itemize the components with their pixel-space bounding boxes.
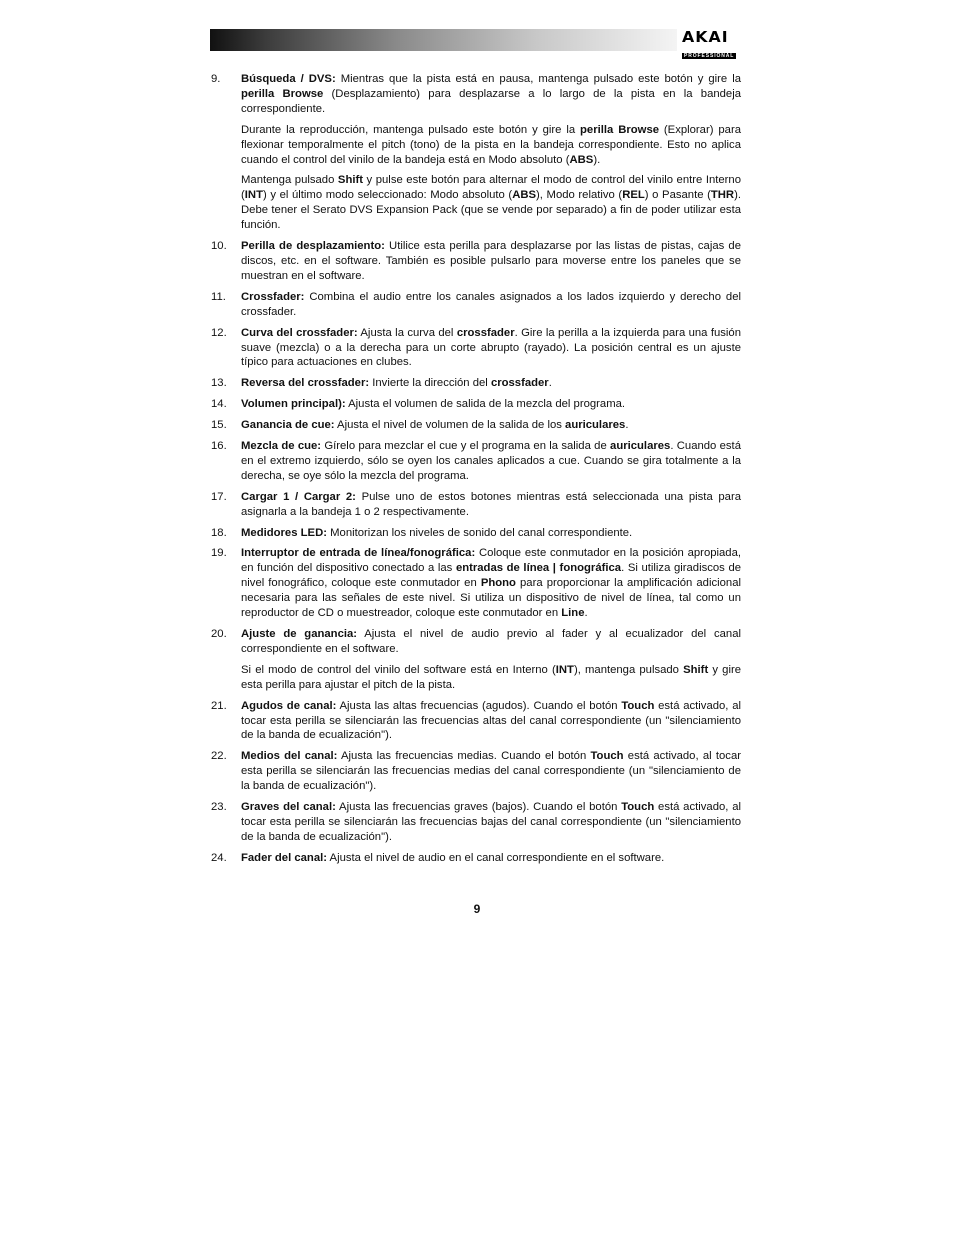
list-item-body	[241, 627, 741, 693]
bold-term: crossfader	[490, 377, 549, 390]
bold-term: Line	[561, 607, 585, 620]
paragraph	[241, 526, 741, 541]
paragraph	[241, 699, 741, 744]
text-run: para proporcionar la amplificación adicional necesaria para las señales de este nivel. Si utiliza un dispositivo de nivel de línea, tal como un reproductor de CD o muestreador, coloque este conmutador en	[241, 577, 741, 620]
bold-term: crossfader	[456, 326, 515, 339]
bold-term: perilla Browse	[580, 123, 660, 136]
list-item-body	[241, 800, 741, 845]
bold-term: Medidores LED:	[241, 526, 327, 539]
text-run: . Si utiliza giradiscos de nivel fonográfico, coloque este conmutador en	[241, 562, 742, 590]
paragraph	[241, 439, 741, 484]
text-run: Mientras que la pista está en pausa, mantenga pulsado este botón y gire la	[335, 73, 742, 85]
text-run: Mantenga pulsado	[241, 174, 338, 187]
list-item-number: 18.	[211, 526, 227, 539]
bold-term: Mezcla de cue:	[241, 440, 322, 453]
bold-term: THR	[710, 189, 735, 202]
bold-term: Shift	[683, 663, 709, 676]
text-run: Gírelo para mezclar el cue y el programa en la salida de	[321, 440, 611, 453]
bold-term: Graves del canal:	[241, 801, 336, 814]
text-run: Ajusta el nivel de audio previo al fader y al ecualizador del canal correspondiente en el software.	[241, 628, 741, 655]
text-run: Ajusta el nivel de audio en el canal correspondiente en el software.	[327, 851, 665, 864]
bold-term: Touch	[590, 750, 624, 763]
text-run: Monitorizan los niveles de sonido del canal correspondiente.	[327, 526, 633, 539]
text-run: Durante la reproducción, mantenga pulsado este botón y gire la	[241, 123, 581, 136]
text-run: Combina el audio entre los canales asignados a los lados izquierdo y derecho del crossfader.	[241, 290, 741, 318]
list-item	[211, 326, 741, 371]
text-run: Ajusta el volumen de salida de la mezcla del programa.	[345, 398, 626, 411]
text-run: Ajusta la curva del	[357, 326, 457, 339]
text-run: ), mantenga pulsado	[573, 663, 684, 676]
bold-term: Interruptor de entrada de línea/fonográfica:	[241, 547, 476, 560]
bold-term: Volumen principal):	[241, 398, 346, 411]
bold-term: Agudos de canal:	[241, 699, 337, 712]
bold-term: Ganancia de cue:	[241, 419, 335, 432]
list-item-body	[241, 699, 741, 744]
list-item-body	[241, 326, 741, 371]
logo-subtitle: PROFESSIONAL	[684, 53, 735, 59]
text-run: ), Modo relativo (	[536, 189, 623, 202]
paragraph	[241, 173, 741, 233]
list-item-body	[241, 376, 741, 391]
list-item-body	[241, 526, 741, 541]
paragraph	[241, 72, 741, 117]
bold-term: Ajuste de ganancia:	[241, 628, 358, 640]
list-item	[211, 376, 741, 391]
bold-term: auriculares	[565, 419, 626, 432]
text-run: Coloque este conmutador en la posición apropiada, en función del dispositivo conectado a las	[241, 547, 742, 575]
list-item	[211, 749, 741, 794]
bold-term: Touch	[621, 801, 655, 814]
paragraph	[241, 290, 741, 320]
text-run: está activado, al tocar esta perilla se silenciarán las frecuencias medias del canal correspondiente (un "silenciamiento de la banda de ecualización").	[241, 750, 741, 793]
list-item-body	[241, 749, 741, 794]
bold-term: entradas de línea | fonográfica	[455, 562, 622, 575]
list-item	[211, 290, 741, 320]
bold-term: Búsqueda / DVS:	[241, 73, 336, 85]
paragraph	[241, 546, 741, 621]
text-run: ) o Pasante (	[644, 189, 711, 202]
list-item-body	[241, 290, 741, 320]
bold-term: Phono	[480, 577, 516, 590]
paragraph	[241, 376, 741, 391]
paragraph	[241, 123, 741, 168]
text-run: y pulse este botón para alternar el modo de control del vinilo entre Interno (	[241, 174, 741, 202]
list-item-number: 9.	[211, 73, 221, 85]
bold-term: INT	[244, 189, 263, 202]
list-item	[211, 699, 741, 744]
bold-term: Shift	[337, 174, 364, 187]
list-item-number: 23.	[211, 801, 227, 814]
list-item-body	[241, 397, 741, 412]
list-item-number: 12.	[211, 326, 227, 339]
list-item-number: 14.	[211, 398, 227, 411]
list-item-number: 22.	[211, 750, 227, 763]
list-item-body	[241, 490, 741, 520]
header-gradient-bar	[210, 29, 677, 51]
list-item	[211, 490, 741, 520]
bold-term: REL	[622, 189, 645, 202]
text-run: (Explorar) para flexionar temporalmente el pitch (tono) de la pista en la bandeja correspondiente. Esto no aplica cuando el control del vinilo de la bandeja está en Modo absoluto (	[241, 123, 741, 166]
list-item-body	[241, 239, 741, 284]
paragraph	[241, 397, 741, 412]
akai-professional-logo	[682, 28, 742, 59]
paragraph	[241, 749, 741, 794]
list-item-body	[241, 546, 741, 621]
list-item-number: 15.	[211, 419, 227, 432]
paragraph	[241, 627, 741, 657]
list-item	[211, 239, 741, 284]
text-run: Ajusta las frecuencias graves (bajos). Cuando el botón	[335, 801, 622, 814]
text-run: Pulse uno de estos botones mientras está seleccionada una pista para asignarla a la bandeja 1 o 2 respectivamente.	[241, 490, 741, 518]
bold-term: auriculares	[610, 440, 671, 453]
bold-term: Perilla de desplazamiento:	[241, 240, 385, 253]
text-run: está activado, al tocar esta perilla se silenciarán las frecuencias bajas del canal correspondiente (un "silenciamiento de la banda de ecualización").	[241, 801, 741, 843]
list-item	[211, 627, 741, 693]
list-item	[211, 851, 741, 866]
list-item-body	[241, 418, 741, 433]
list-item	[211, 418, 741, 433]
bold-term: Touch	[621, 699, 655, 712]
text-run: .	[548, 377, 552, 390]
bold-term: INT	[555, 663, 574, 676]
text-run: y gire esta perilla para ajustar el pitch de la pista.	[241, 663, 741, 691]
text-run: Utilice esta perilla para desplazarse por las listas de pistas, cajas de discos, etc. en el software. También es posible pulsarlo para moverse entre los paneles que se muestran en el software.	[241, 240, 741, 282]
text-run: .	[625, 419, 629, 432]
bold-term: Fader del canal:	[241, 851, 328, 864]
list-item-number: 13.	[211, 377, 227, 390]
text-run: Invierte la dirección del	[369, 377, 491, 390]
list-item-body	[241, 72, 741, 233]
bold-term: ABS	[569, 153, 594, 166]
paragraph	[241, 239, 741, 284]
list-item-body	[241, 851, 741, 866]
paragraph	[241, 663, 741, 693]
text-run: Ajusta el nivel de volumen de la salida de los	[334, 419, 566, 432]
bold-term: Crossfader:	[241, 290, 305, 303]
bold-term: Reversa del crossfader:	[241, 377, 370, 390]
list-item	[211, 439, 741, 484]
text-run: ). Debe tener el Serato DVS Expansion Pack (que se vende por separado) a fin de poder utilizar esta función.	[241, 189, 741, 232]
text-run: Si el modo de control del vinilo del software está en Interno (	[241, 663, 556, 676]
list-item	[211, 546, 741, 621]
list-item-number: 20.	[211, 628, 227, 640]
text-run: ).	[593, 153, 601, 166]
bold-term: Curva del crossfader:	[241, 326, 358, 339]
list-item-number: 17.	[211, 490, 227, 503]
text-run: ) y el último modo seleccionado: Modo absoluto (	[262, 189, 513, 202]
paragraph	[241, 326, 741, 371]
paragraph	[241, 418, 741, 433]
numbered-list	[211, 72, 741, 872]
paragraph	[241, 490, 741, 520]
logo-wordmark: AKAI	[682, 28, 729, 46]
page-number: 9	[473, 902, 481, 916]
list-item	[211, 72, 741, 233]
list-item	[211, 397, 741, 412]
list-item-number: 21.	[211, 699, 227, 712]
list-item-number: 16.	[211, 440, 227, 453]
text-run: Ajusta las frecuencias medias. Cuando el botón	[337, 750, 591, 763]
list-item-body	[241, 439, 741, 484]
paragraph	[241, 800, 741, 845]
text-run: . Gire la perilla a la izquierda para una fusión suave (mezcla) o a la derecha para un corte abrupto (rayado). La posición central es un ajuste típico para actuaciones en clubes.	[241, 326, 741, 369]
text-run: está activado, al tocar esta perilla se silenciarán las frecuencias altas del canal correspondiente (un "silenciamiento de la banda de ecualización").	[241, 699, 741, 742]
bold-term: ABS	[512, 189, 537, 202]
bold-term: perilla Browse	[241, 87, 324, 100]
text-run: (Desplazamiento) para desplazarse a lo largo de la pista en la bandeja correspondiente.	[241, 87, 741, 115]
bold-term: Cargar 1 / Cargar 2:	[241, 490, 356, 503]
text-run: .	[584, 607, 588, 620]
list-item	[211, 800, 741, 845]
text-run: . Cuando está en el extremo izquierdo, sólo se oyen los canales aplicados a cue. Cuando se gira totalmente a la derecha, se oye sólo la mezcla del programa.	[241, 440, 741, 482]
list-item-number: 10.	[211, 240, 227, 253]
paragraph	[241, 851, 741, 866]
list-item-number: 19.	[211, 547, 227, 560]
list-item	[211, 526, 741, 541]
list-item-number: 24.	[211, 851, 227, 864]
text-run: Ajusta las altas frecuencias (agudos). Cuando el botón	[336, 699, 622, 712]
list-item-number: 11.	[211, 290, 226, 303]
bold-term: Medios del canal:	[241, 750, 338, 763]
